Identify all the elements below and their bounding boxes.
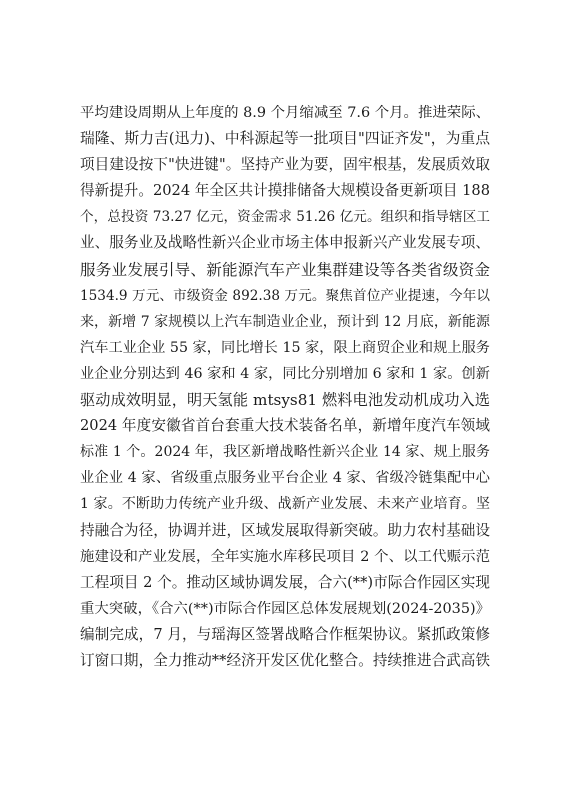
text-line: 汽车工业企业 55 家，同比增长 15 家，限上商贸企业和规上服务: [80, 339, 490, 356]
text-line: 个，总投资 73.27 亿元，资金需求 51.26 亿元。组织和指导辖区工: [80, 209, 490, 226]
text-line: 业企业分别达到 46 家和 4 家，同比分别增加 6 家和 1 家。创新: [80, 365, 490, 382]
text-line: 平均建设周期从上年度的 8.9 个月缩减至 7.6 个月。推进荣际、: [80, 105, 490, 121]
text-line: 编制完成，7 月，与瑶海区签署战略合作框架协议。紧抓政策修: [80, 625, 490, 643]
text-line: 订窗口期，全力推动**经济开发区优化整合。持续推进合武高铁: [80, 651, 490, 669]
text-line: 1534.9 万元、市级资金 892.38 万元。聚焦首位产业提速，今年以: [80, 287, 490, 304]
text-line: 项目建设按下"快进键"。坚持产业为要，固牢根基，发展质效取: [80, 156, 490, 174]
body-paragraph: [80, 100, 490, 674]
text-line: 持融合为径，协调并进，区域发展取得新突破。助力农村基础设: [80, 521, 490, 539]
text-line: 施建设和产业发展，全年实施水库移民项目 2 个、以工代赈示范: [80, 548, 490, 565]
text-line: 服务业发展引导、新能源汽车产业集群建设等各类省级资金: [80, 260, 490, 279]
text-line: 得新提升。2024 年全区共计摸排储备大规模设备更新项目 188: [80, 182, 490, 200]
text-line: 来，新增 7 家规模以上汽车制造业企业，预计到 12 月底，新能源: [80, 313, 490, 330]
text-line: 业、服务业及战略性新兴企业市场主体申报新兴产业发展专项、: [80, 234, 490, 252]
text-line: 工程项目 2 个。推动区域协调发展，合六(**)市际合作园区实现: [80, 573, 490, 591]
text-line: 2024 年度安徽省首台套重大技术装备名单，新增年度汽车领域: [80, 417, 490, 435]
text-line: 业企业 4 家、省级重点服务业平台企业 4 家、省级冷链集配中心: [80, 470, 490, 487]
text-line: 标准 1 个。2024 年，我区新增战略性新兴企业 14 家、规上服务: [80, 444, 490, 461]
text-line: 驱动成效明显，明天氢能 mtsys81 燃料电池发动机成功入选: [80, 391, 490, 410]
text-line: 1 家。不断助力传统产业升级、战新产业发展、未来产业培育。坚: [80, 496, 490, 513]
text-line: 重大突破，《合六(**)市际合作园区总体发展规划(2024-2035)》: [80, 600, 490, 617]
text-line: 瑞隆、斯力吉(迅力)、中科源起等一批项目"四证齐发"，为重点: [80, 130, 490, 148]
